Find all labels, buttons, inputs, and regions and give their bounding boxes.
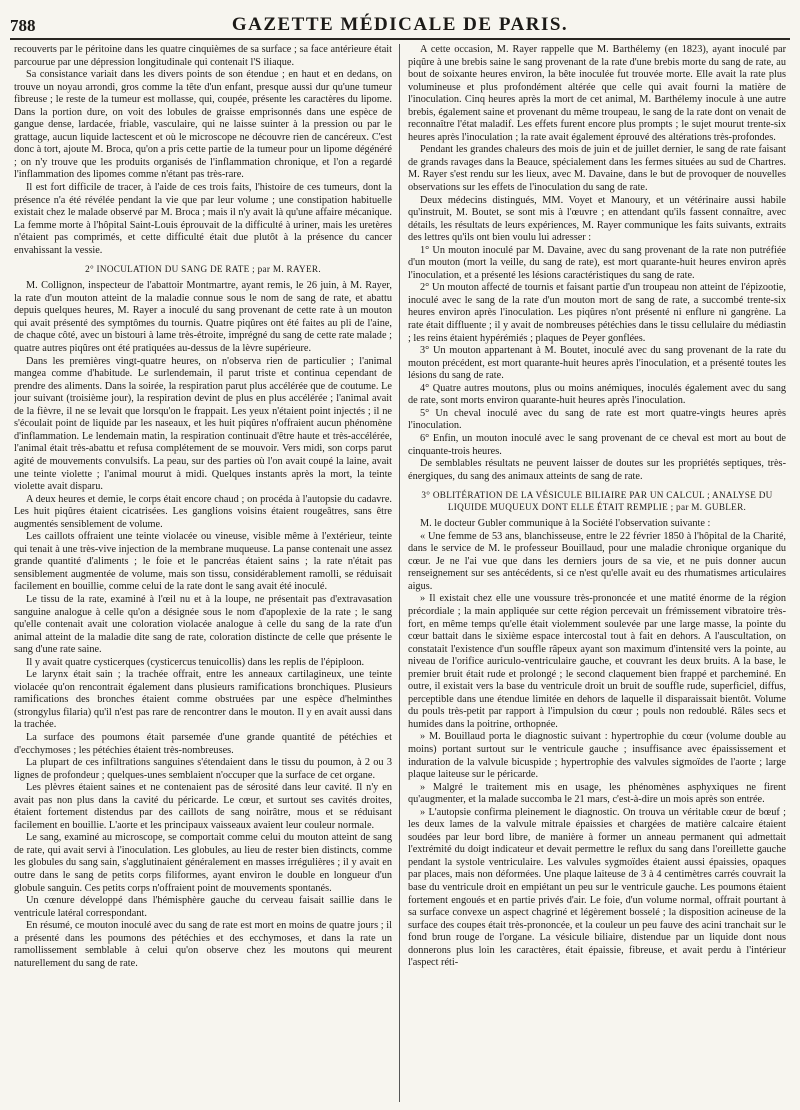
- paragraph: Il y avait quatre cysticerques (cysticercus tenuicollis) dans les replis de l'épiploon.: [26, 656, 365, 668]
- paragraph: La plupart de ces infiltrations sanguines s'étendaient dans le tissu du poumon, à 2 ou 3 lignes de profondeur ; quelques-unes semblaient n'occuper que la surface de cet organe.: [14, 757, 392, 781]
- paragraph: » Il existait chez elle une voussure très-prononcée et une matité énorme de la région précordiale ; la main appliquée sur cette région percevait un frémissement vibratoire très-fort, en même temps qu'elle était violemment soulevée par une large masse, la pointe du cœur battait dans le sixième espace intercostal tout à fait en dehors. A l'auscultation, on constatait l'existence d'un souffle râpeux ayant son maximum d'intensité vers la pointe, au niveau de l'orifice auriculo-ventriculaire gauche, et couvrant les deux bruits. A la base, le premier bruit était rude et prolongé ; le second claquement bien frappé et parcheminé. En outre, il existait vers la base du ventricule droit un bruit de souffle rude, superficiel, diffus, perceptible dans une étendue limitée en dehors de laquelle il disparaissait bientôt. Volume du pouls très-petit par rapport à l'impulsion du cœur ; pouls non redoublé. Râles secs et humides dans la poitrine, orthopnée.: [408, 593, 786, 730]
- paragraph: M. le docteur Gubler communique à la Société l'observation suivante :: [420, 518, 711, 530]
- paragraph: 6° Enfin, un mouton inoculé avec le sang provenant de ce cheval est mort au bout de cinquante-trois heures.: [408, 432, 786, 457]
- page-header: [10, 8, 790, 40]
- paragraph: La surface des poumons était parsemée d'une grande quantité de pétéchies et d'ecchymoses ; les pétéchies étaient très-nombreuses.: [14, 731, 392, 756]
- paragraph: Le sang, examiné au microscope, se comportait comme celui du mouton atteint de sang de rate, qui avait servi à l'inoculation. Les globules, au lieu de rester bien distincts, comme les globules du sang sain, s'agglutinaient généralement en masses irrégulières ; il y avait en outre dans le sang de petits corps filiformes, ayant environ le double en longueur d'un globule sanguin. Ces petits corps n'offraient point de mouvements spontanés.: [14, 832, 392, 894]
- paragraph: 1° Un mouton inoculé par M. Davaine, avec du sang provenant de la rate non putréfiée d'un mouton (mort la veille, du sang de rate), est mort quarante-huit heures environ après l'inoculation, et a présenté les lésions caractéristiques du sang de rate.: [408, 244, 786, 281]
- paragraph: Dans les premières vingt-quatre heures, on n'observa rien de particulier ; l'animal mangea comme d'habitude. Le surlendemain, il parut triste et continua cependant de prendre des aliments. Dans la soirée, la respiration parut plus accélérée que de coutume. Le jour suivant (troisième jour), la respiration devint de plus en plus accélérée ; l'animal avait de la fièvre, il ne se levait que lorsqu'on le frappait. Les yeux n'étaient point injectés ; il ne s'écoulait point de liquide par les naseaux, et les huit piqûres n'offraient aucun phénomène d'inflammation. Le lendemain matin, la respiration continuait d'être haute et très-accélérée, l'animal était très-abattu et refusa complétement de se mouvoir. Vers midi, son corps parut agité de mouvements convulsifs. La peau, sur des parties où l'on avait coupé la laine, avait une teinte violette ; l'animal mourut à midi. Quelques instants après la mort, la teinte violette avait disparu.: [14, 355, 392, 493]
- paragraph: Sa consistance variait dans les divers points de son étendue ; en haut et en dedans, on trouve un noyau arrondi, gros comme la tête d'un enfant, presque aussi dur qu'une tumeur fibreuse ; le reste de la tumeur est mollasse, qui, coupée, présente les caractères du lipome. Dans la portion dure, on voit des lobules de graisse emprisonnés dans une espèce de gangue dense, lardacée, friable, vasculaire, qui ne laisse suinter à la pression ou par le grattage, aucun liquide lactescent et où le microscope ne découvre rien de cancéreux. C'est donc à tort, ajoute M. Broca, qu'on a pris cette partie de la tumeur pour un lipome dégénéré ; on n'y trouve que les produits organisés de l'inflammation chronique, et l'on a regardé l'inflammation des lipomes comme n'étant pas très-rare.: [14, 69, 392, 181]
- paragraph: Deux médecins distingués, MM. Voyet et Manoury, et un vétérinaire aussi habile qu'instruit, M. Boutet, se sont mis à l'œuvre ; en attendant qu'ils fassent connaître, avec détails, les résultats de leurs expériences, M. Rayer communique les faits suivants, extraits des lettres qu'ils ont bien voulu lui adresser :: [408, 194, 786, 244]
- right-column: [408, 44, 786, 1104]
- section-heading: 3° OBLITÉRATION DE LA VÉSICULE BILIAIRE PAR UN CALCUL ; ANALYSE DU LIQUIDE MUQUEUX DONT ELLE ÉTAIT REMPLIE ; par M. GUBLER.: [421, 490, 773, 513]
- paragraph: Il est fort difficile de tracer, à l'aide de ces trois faits, l'histoire de ces tumeurs, dont la présence n'a été révélée pendant la vie que par leur volume ; une constipation habituelle existait chez le malade observé par M. Broca ; mais il n'y avait là qu'une affaire mécanique. La femme morte à l'hôpital Saint-Louis éprouvait de la difficulté à uriner, mais les uretères n'étaient pas comprimés, et cette difficulté était due plutôt à la présence du cancer envahissant la vessie.: [14, 182, 392, 256]
- paragraph: Le tissu de la rate, examiné à l'œil nu et à la loupe, ne présentait pas d'extravasation sanguine analogue à celle qu'on a désignée sous le nom d'apoplexie de la rate ; le sang qu'elle contenait avait une coloration violacée analogue à celle du sang de la rate d'un animal atteint de la maladie dite sang de rate, coloration distincte de celle que présente le sang d'une rate saine.: [14, 593, 392, 656]
- paragraph: De semblables résultats ne peuvent laisser de doutes sur les propriétés septiques, très-énergiques, du sang des animaux atteints de sang de rate.: [408, 458, 786, 482]
- left-column: [14, 44, 392, 1104]
- paragraph: 2° Un mouton affecté de tournis et faisant partie d'un troupeau non atteint de l'épizootie, inoculé avec le sang de la rate d'un mouton mort de sang de rate, a succombé trente-six heures environ après l'inoculation. Les piqûres n'ont présenté ni enflure ni gangrène. La rate était diffluente ; il y avait de nombreuses pétéchies dans le tissu cellulaire du médiastin ; les reins étaient hypérémiés ; plaques de Peyer gonflées.: [408, 282, 786, 344]
- column-divider: [399, 44, 400, 1102]
- paragraph: A cette occasion, M. Rayer rappelle que M. Barthélemy (en 1823), ayant inoculé par piqûre à une brebis saine le sang provenant de la rate d'une brebis morte du sang de rate, au bout de soixante heures environ, la bête inoculée fut trouvée morte. Elle avait la rate plus volumineuse et plus profondément altérée que celle qui avait fourni la matière de l'inoculation. Cinq heures après la mort de cet animal, M. Barthélemy inocule à une autre brebis, également saine et provenant du même troupeau, le sang de la rate dont on venait de reconnaître l'état maladif. Les effets furent encore plus prompts ; le sujet mourut trente-six heures après l'inoculation ; la rate avait également éprouvé des altérations très-profondes.: [408, 44, 786, 143]
- paragraph: En résumé, ce mouton inoculé avec du sang de rate est mort en moins de quatre jours ; il a présenté dans les poumons des pétéchies et des ecchymoses, et dans la rate un ramollissement semblable à celui qu'on observe chez les moutons qui meurent naturellement du sang de rate.: [14, 920, 392, 969]
- paragraph: 4° Quatre autres moutons, plus ou moins anémiques, inoculés également avec du sang de rate, sont morts environ quarante-huit heures après l'inoculation.: [408, 382, 786, 407]
- paragraph: M. Collignon, inspecteur de l'abattoir Montmartre, ayant remis, le 26 juin, à M. Rayer, la rate d'un mouton atteint de la maladie connue sous le nom de sang de rate, et abattu depuis quelques heures, M. Rayer a inoculé du sang provenant de cette rate à un mouton qui avait présenté des symptômes du tournis. Quatre piqûres ont été faites au pli de l'aine, de chaque côté, avec un bistouri à lame très-étroite, imprégné du sang de cette rate malade ; quatre autres piqûres ont été pratiquées au-dessus de la lèvre supérieure.: [14, 280, 392, 355]
- paragraph: » L'autopsie confirma pleinement le diagnostic. On trouva un véritable cœur de bœuf ; les deux lames de la valvule mitrale épaissies et chargées de matière calcaire étaient soudées par leur bord libre, de manière à former un anneau permanent qui admettait l'extrémité du doigt indicateur et devait permettre le reflux du sang dans l'oreillette gauche pendant la systole ventriculaire. Les valvules sygmoïdes étaient aussi épaissies, opaques par places, mais non déformées. Une plaque laiteuse de 3 à 4 centimètres carrés couvrait la base du ventricule droit en empiétant un peu sur le ventricule gauche. Les poumons étaient fortement engoués et en partie privés d'air. Le foie, d'un volume normal, offrait pourtant à sa surface convexe un aspect chagriné et légèrement bosselé ; la disposition acineuse de la surface des coupes était très-prononcée, et la couleur un peu fauve des acini tranchait sur le fond brun rouge de l'organe. La vésicule biliaire, distendue par un liquide dont nous donnerons plus loin les caractères, était épaissie, fibreuse, et avait perdu à l'intérieur l'aspect réti-: [408, 806, 786, 969]
- section-heading: 2° INOCULATION DU SANG DE RATE ; par M. RAYER.: [85, 264, 321, 275]
- paragraph: » M. Bouillaud porta le diagnostic suivant : hypertrophie du cœur (volume double au moins) portant surtout sur le ventricule gauche ; insuffisance avec épaississement et induration de la valvule bicuspide ; hypertrophie des valvules sigmoïdes de l'aorte ; large plaque laiteuse sur le péricarde.: [408, 731, 786, 781]
- paragraph: » Malgré le traitement mis en usage, les phénomènes asphyxiques ne firent qu'augmenter, et la malade succomba le 21 mars, c'est-à-dire un mois après son entrée.: [408, 781, 786, 806]
- paragraph: Les plèvres étaient saines et ne contenaient pas de sérosité dans leur cavité. Il n'y en avait pas non plus dans la cavité du péricarde. Le cœur, et surtout ses cavités droites, étaient fortement distendus par des caillots de sang noirâtre, mous et se réduisant facilement en bouillie. L'aorte et les principaux vaisseaux avaient leur couleur normale.: [14, 782, 392, 831]
- paragraph: 3° Un mouton appartenant à M. Boutet, inoculé avec du sang provenant de la rate du mouton précédent, est mort quarante-huit heures après l'inoculation, et a présenté toutes les lésions du sang de rate.: [408, 345, 786, 382]
- paragraph: A deux heures et demie, le corps était encore chaud ; on procéda à l'autopsie du cadavre. Les huit piqûres étaient cicatrisées. Les ganglions voisins étaient rougeâtres, sans être augmentés sensiblement de volume.: [14, 493, 392, 530]
- paragraph: Pendant les grandes chaleurs des mois de juin et de juillet dernier, le sang de rate faisant de grands ravages dans la Beauce, spécialement dans les fermes situées au sud de Chartres. M. Rayer s'est rendu sur les lieux, avec M. Davaine, dans le but de provoquer de nouvelles observations sur les effets de l'inoculation du sang de rate.: [408, 144, 786, 194]
- paragraph: Un cœnure développé dans l'hémisphère gauche du cerveau faisait saillie dans le ventricule latéral correspondant.: [14, 895, 392, 919]
- paragraph: « Une femme de 53 ans, blanchisseuse, entre le 22 février 1850 à l'hôpital de la Charité, dans le service de M. le professeur Bouillaud, pour une maladie chronique organique du cœur. Je ne l'ai vue que dans les derniers jours de sa vie, et ne puis donner aucun renseignement sur ses antécédents, si ce n'est qu'elle avait eu des rhumatismes articulaires aigus.: [408, 530, 786, 592]
- paragraph: recouverts par le péritoine dans les quatre cinquièmes de sa surface ; sa face antérieure était parcourue par une dépression longitudinale qui contenait l'S iliaque.: [14, 44, 392, 68]
- paragraph: Les caillots offraient une teinte violacée ou vineuse, visible même à l'extérieur, teinte qui tenait à une très-vive injection de la membrane muqueuse. La panse contenait une assez grande quantité d'aliments ; le foie et le pancréas étaient sains ; la rate n'était pas sensiblement augmentée de volume, mais son tissu, considérablement ramolli, se réduisait facilement en bouillie, comme celui de la rate dont le sang avait été inoculé.: [14, 531, 392, 593]
- paragraph: Le larynx était sain ; la trachée offrait, entre les anneaux cartilagineux, une teinte violacée qu'on rencontrait également dans plusieurs ramifications bronchiques. Plusieurs ramifications des bronches étaient comme obstruées par une espèce d'helminthes (strongylus filaria) qu'il n'est pas rare de rencontrer dans le mouton. Il y en avait aussi dans la trachée.: [14, 669, 392, 731]
- page-number: 788: [10, 16, 36, 35]
- paragraph: 5° Un cheval inoculé avec du sang de rate est mort quatre-vingts heures après l'inoculation.: [408, 407, 786, 432]
- journal-title: GAZETTE MÉDICALE DE PARIS.: [231, 14, 569, 35]
